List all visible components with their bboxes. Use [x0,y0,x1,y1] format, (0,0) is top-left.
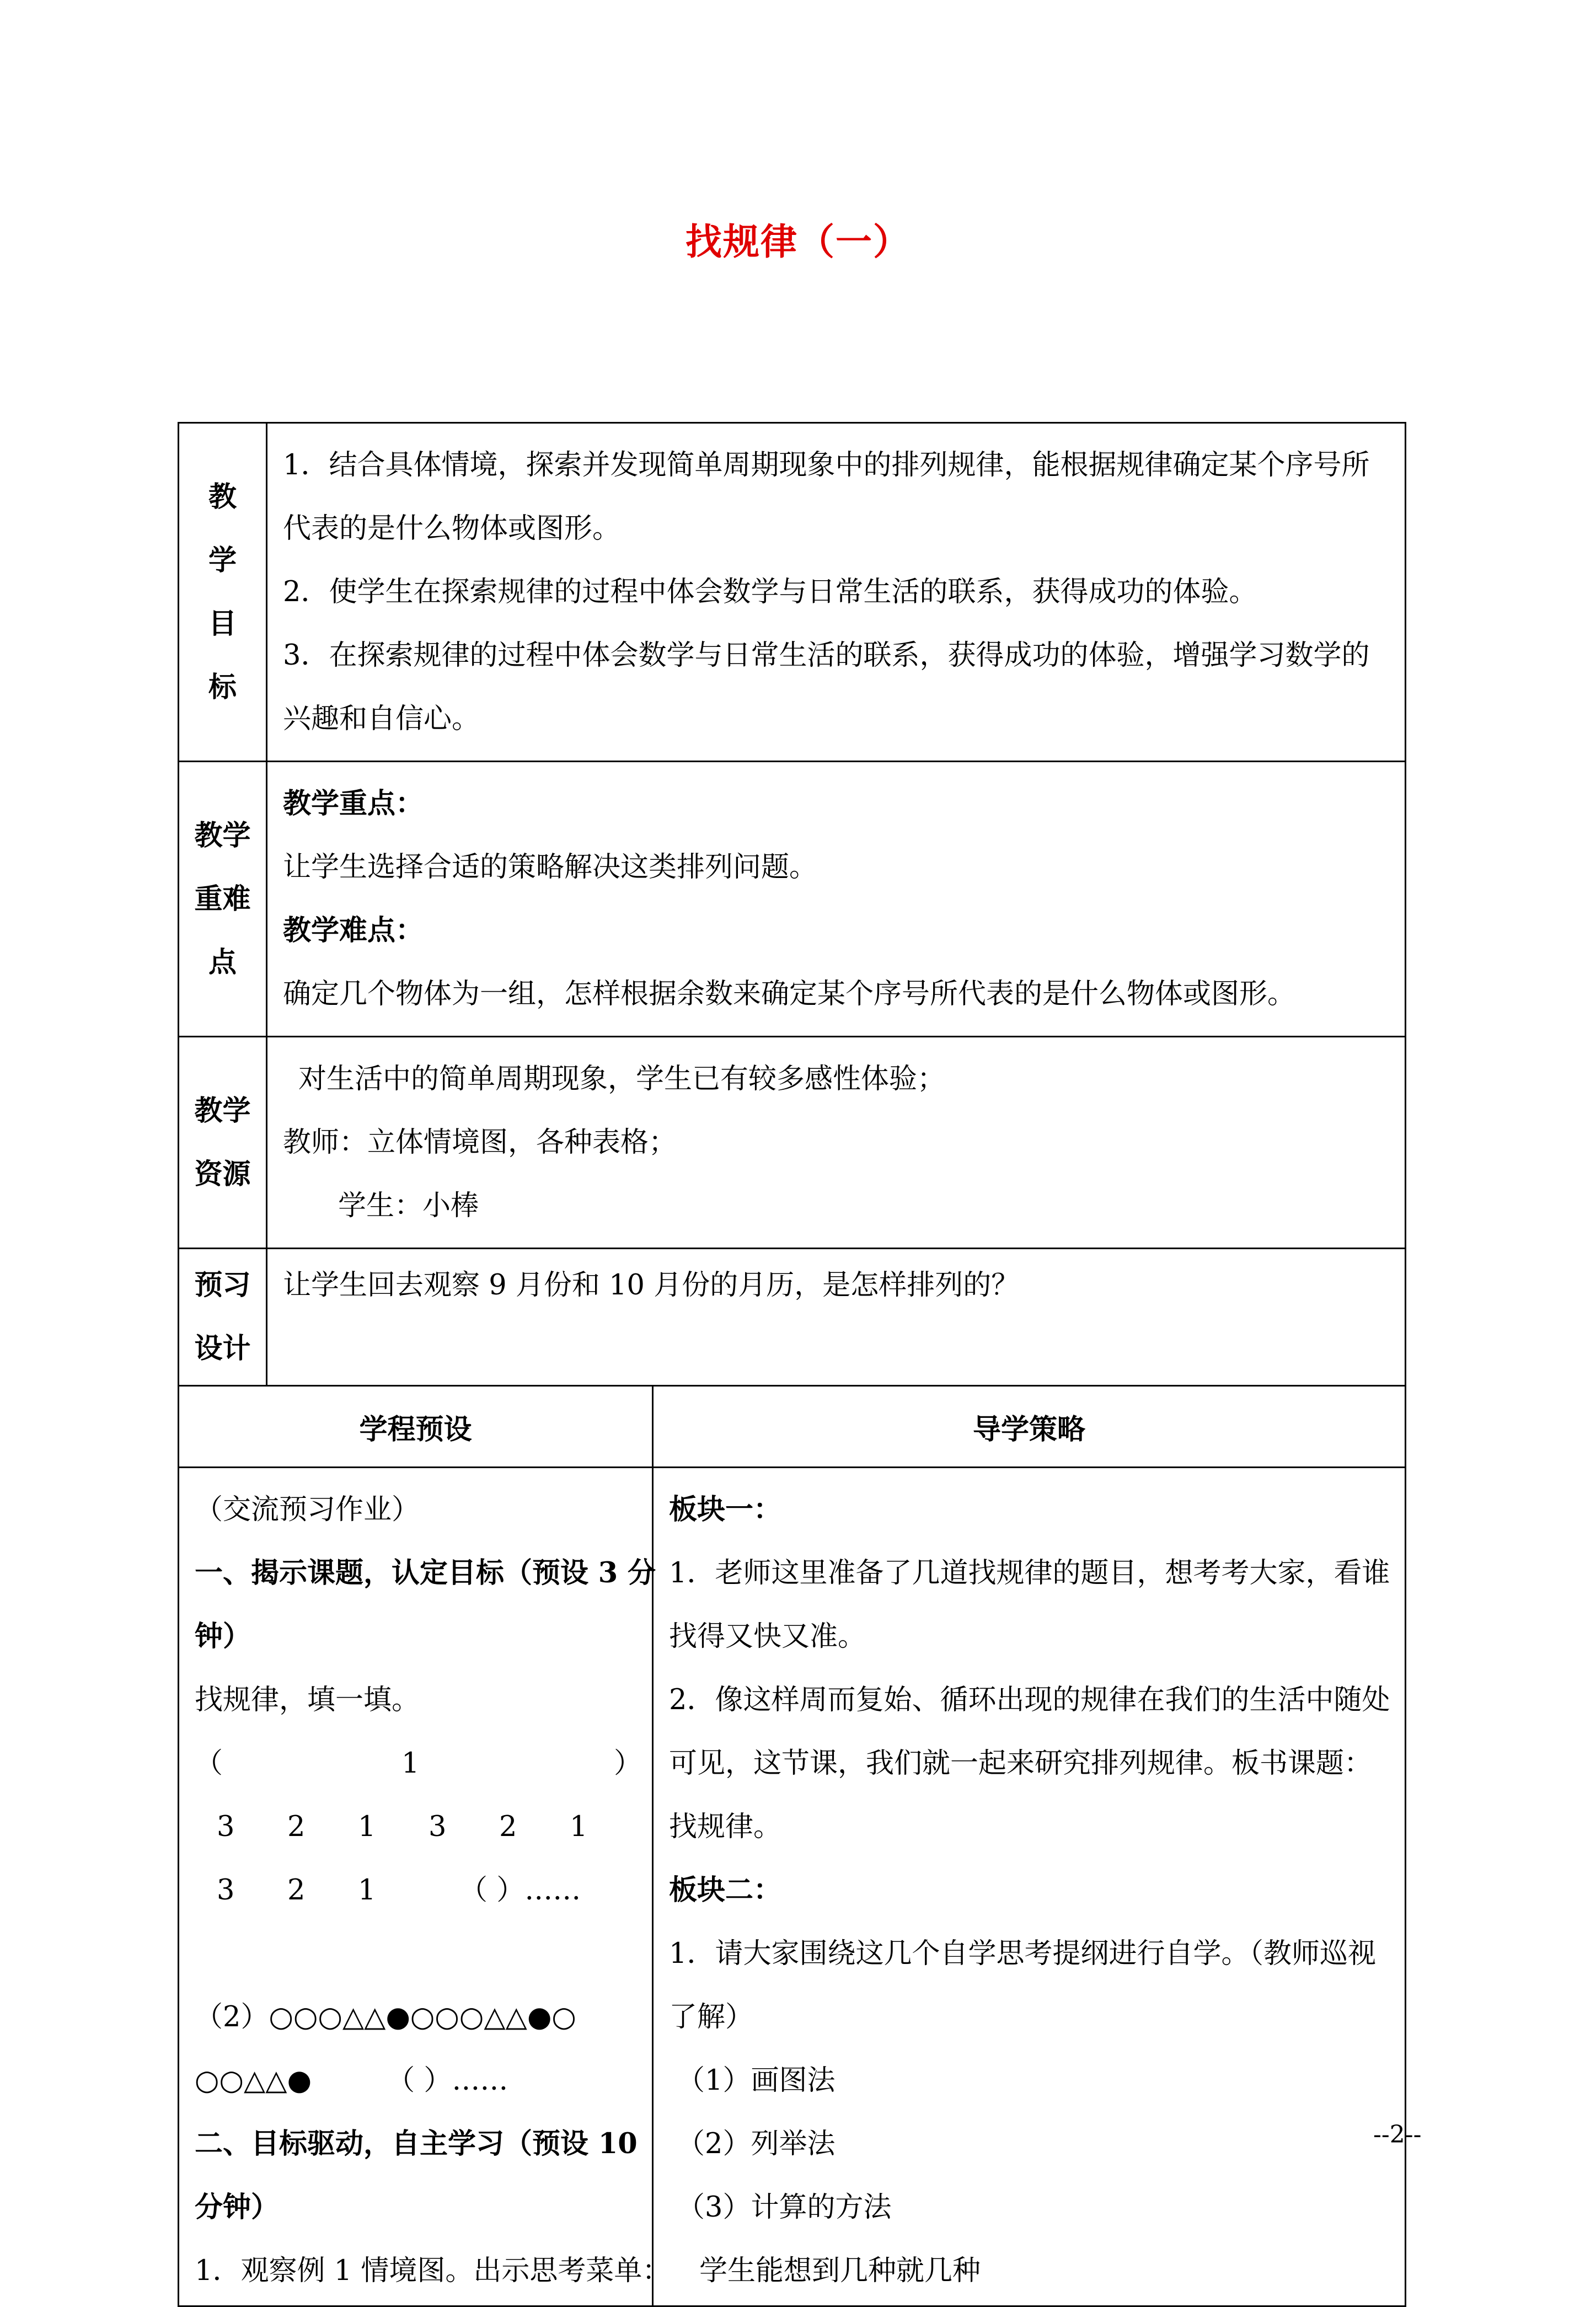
task-text: 找规律，填一填。 [195,1684,420,1716]
resource-line: 教师：立体情境图，各种表格； [283,1126,677,1159]
shape-sequence: ○○△△● [195,2064,312,2097]
spacer [195,1922,646,1985]
question2-shapes-cont [195,2049,646,2112]
resources-label [179,1037,267,1249]
sequence-number: 3 [217,1874,235,1907]
focus-heading: 教学重点： [283,787,424,820]
guidance-line: 可见，这节课，我们就一起来研究排列规律。板书课题： [669,1747,1373,1780]
key-points-content [267,762,1406,1037]
resource-line: 对生活中的简单周期现象，学生已有较多感性体验； [298,1063,946,1095]
label-text: 资源 [194,1157,251,1191]
preview-text: 让学生回去观察 9 月份和 10 月份的月历，是怎样排列的？ [283,1269,1020,1302]
preview-row [179,1249,1406,1386]
block2-heading: 板块二： [669,1874,782,1907]
sequence-number: 2 [287,1874,306,1907]
sequence-number: 3 [429,1811,447,1843]
col2-header: 导学策略 [653,1386,1406,1468]
guidance-note: 学生能想到几种就几种 [699,2255,981,2287]
label-text: 重难 [194,882,251,916]
sequence-row-2 [195,1859,646,1922]
paren-open: （ [195,1747,223,1780]
intro-text: （交流预习作业） [195,1494,420,1526]
col1-header: 学程预设 [179,1386,653,1468]
observe-text: 1．观察例 1 情境图。出示思考菜单： [195,2255,671,2287]
preview-label [179,1249,267,1386]
page-number: --2-- [1373,2121,1422,2149]
question2-shapes: （2）○○○△△●○○○△△●○ [195,2001,576,2033]
preview-content [267,1249,1406,1386]
difficulty-heading: 教学难点： [283,914,424,947]
goal-line: 1．结合具体情境，探索并发现简单周期现象中的排列规律，能根据规律确定某个序号所 [283,449,1370,481]
sequence-row-1 [195,1795,646,1859]
answer-blank: （ ）…… [459,1874,581,1907]
page-title: 找规律（一） [685,220,911,263]
lesson-plan-table [178,422,1405,2307]
goal-line: 代表的是什么物体或图形。 [283,512,621,545]
section1-heading-cont: 钟） [195,1620,251,1653]
process-body-row [179,1468,1406,2306]
label-text: 教学 [194,1094,251,1127]
sequence-number: 1 [358,1811,376,1843]
section2-heading: 二、目标驱动，自主学习（预设 10 [195,2127,638,2160]
sequence-number: 1 [358,1874,376,1907]
sequence-number: 2 [499,1811,517,1843]
answer-blank: （ ）…… [387,2064,508,2097]
sequence-number: 3 [217,1811,235,1843]
difficulty-text: 确定几个物体为一组，怎样根据余数来确定某个序号所代表的是什么物体或图形。 [283,978,1296,1010]
resources-content [267,1037,1406,1249]
question1-number: 1 [401,1747,420,1780]
goal-line: 2．使学生在探索规律的过程中体会数学与日常生活的联系，获得成功的体验。 [283,576,1257,608]
sequence-number: 2 [287,1811,306,1843]
method-item: （1）画图法 [677,2064,836,2097]
label-char: 目 [208,607,237,640]
key-points-row [179,762,1406,1037]
key-points-label [179,762,267,1037]
section1-heading: 一、揭示课题，认定目标（预设 3 分 [195,1556,656,1589]
label-text: 预习 [194,1268,251,1302]
label-char: 教 [208,480,237,513]
paren-close: ） [614,1747,642,1780]
label-char: 学 [208,543,237,577]
guidance-column [653,1468,1406,2306]
guidance-line: 找得又快又准。 [669,1620,866,1653]
guidance-line: 1．请大家围绕这几个自学思考提纲进行自学。（教师巡视 [669,1937,1376,1970]
resources-row [179,1037,1406,1249]
focus-text: 让学生选择合适的策略解决这类排列问题。 [283,851,818,884]
goal-line: 3．在探索规律的过程中体会数学与日常生活的联系，获得成功的体验，增强学习数学的 [283,639,1370,672]
label-text: 点 [208,945,237,979]
question1-line [195,1732,646,1795]
guidance-line: 1．老师这里准备了几道找规律的题目，想考考大家，看谁 [669,1557,1390,1589]
process-header-row [179,1386,1406,1468]
label-char: 标 [208,670,237,704]
goals-label [179,423,267,762]
goal-line: 兴趣和自信心。 [283,703,480,735]
method-item: （3）计算的方法 [677,2191,892,2224]
label-text: 教学 [194,818,251,852]
learning-process-column [179,1468,671,2306]
resource-line: 学生：小棒 [338,1190,479,1222]
goals-row [179,423,1406,762]
section2-heading-cont: 分钟） [195,2191,280,2224]
sequence-number: 1 [570,1811,588,1843]
label-text: 设计 [194,1332,251,1365]
overview-table [178,422,1406,1387]
block1-heading: 板块一： [669,1493,782,1526]
guidance-line: 了解） [669,2001,754,2033]
method-item: （2）列举法 [677,2128,836,2160]
process-table [178,1385,1406,2307]
guidance-line: 找规律。 [669,1811,782,1843]
guidance-line: 2．像这样周而复始、循环出现的规律在我们的生活中随处 [669,1684,1390,1716]
goals-content [267,423,1406,762]
